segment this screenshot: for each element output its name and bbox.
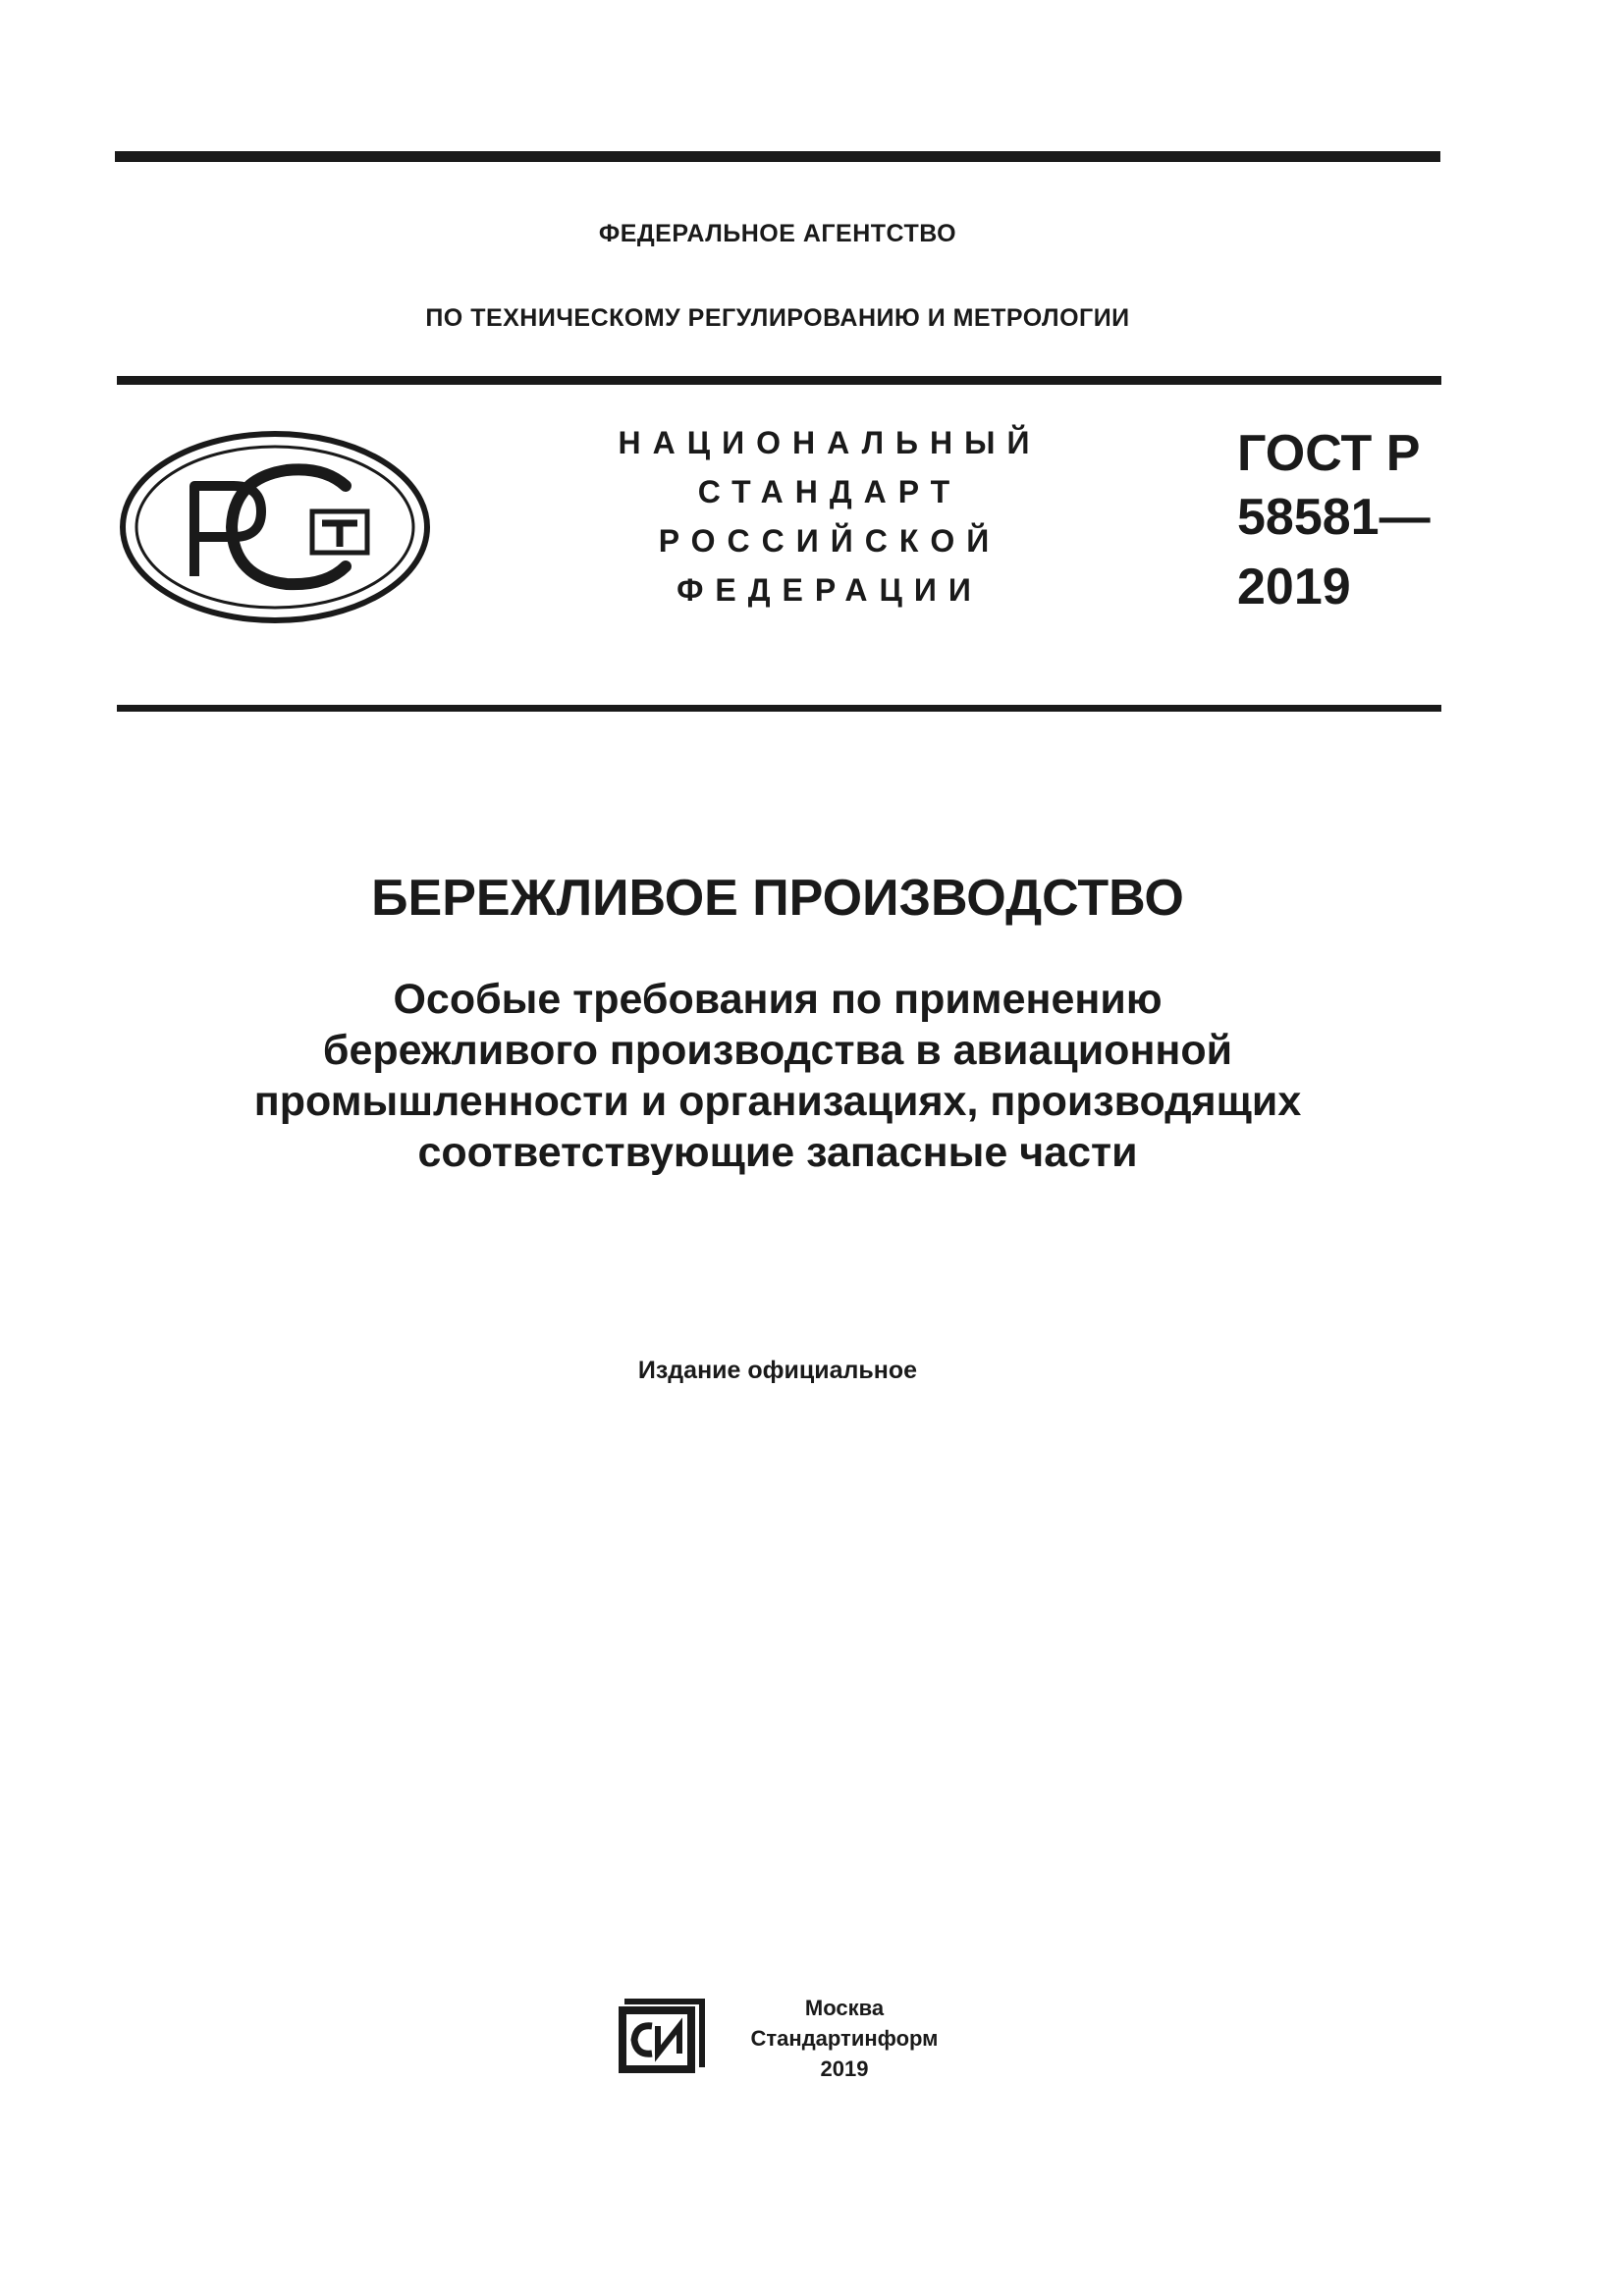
rst-gost-emblem-icon	[118, 429, 432, 625]
top-divider	[115, 151, 1440, 162]
publisher-name: Стандартинформ	[750, 2026, 939, 2051]
national-standard-line-1: НАЦИОНАЛЬНЫЙ	[618, 425, 1042, 460]
national-standard-line-4: ФЕДЕРАЦИИ	[677, 572, 983, 608]
header-bottom-divider	[117, 705, 1441, 712]
national-standard-line-3: РОССИЙСКОЙ	[658, 523, 1001, 559]
publisher-year: 2019	[820, 2056, 869, 2081]
edition-note: Издание официальное	[637, 1357, 918, 1384]
subtitle-line-3: промышленности и организациях, производящих	[253, 1078, 1302, 1125]
publisher-city: Москва	[804, 1996, 885, 2020]
header-divider	[117, 376, 1441, 385]
subtitle-line-1: Особые требования по применению	[393, 976, 1163, 1023]
national-standard-line-2: СТАНДАРТ	[697, 474, 962, 509]
subtitle-line-2: бережливого производства в авиационной	[322, 1027, 1233, 1074]
document-subtitle	[0, 974, 1555, 1178]
standartinform-logo-icon	[617, 1993, 711, 2075]
document-title: БЕРЕЖЛИВОЕ ПРОИЗВОДСТВО	[371, 870, 1184, 927]
standard-year: 2019	[1237, 559, 1351, 615]
standard-prefix: ГОСТ Р	[1237, 425, 1421, 482]
agency-name-line-1: ФЕДЕРАЛЬНОЕ АГЕНТСТВО	[598, 220, 957, 247]
standard-number: 58581—	[1237, 489, 1431, 546]
agency-name-line-2: ПО ТЕХНИЧЕСКОМУ РЕГУЛИРОВАНИЮ И МЕТРОЛОГИИ	[425, 304, 1130, 332]
subtitle-line-4: соответствующие запасные части	[417, 1129, 1138, 1176]
publisher-imprint	[727, 1993, 962, 2084]
